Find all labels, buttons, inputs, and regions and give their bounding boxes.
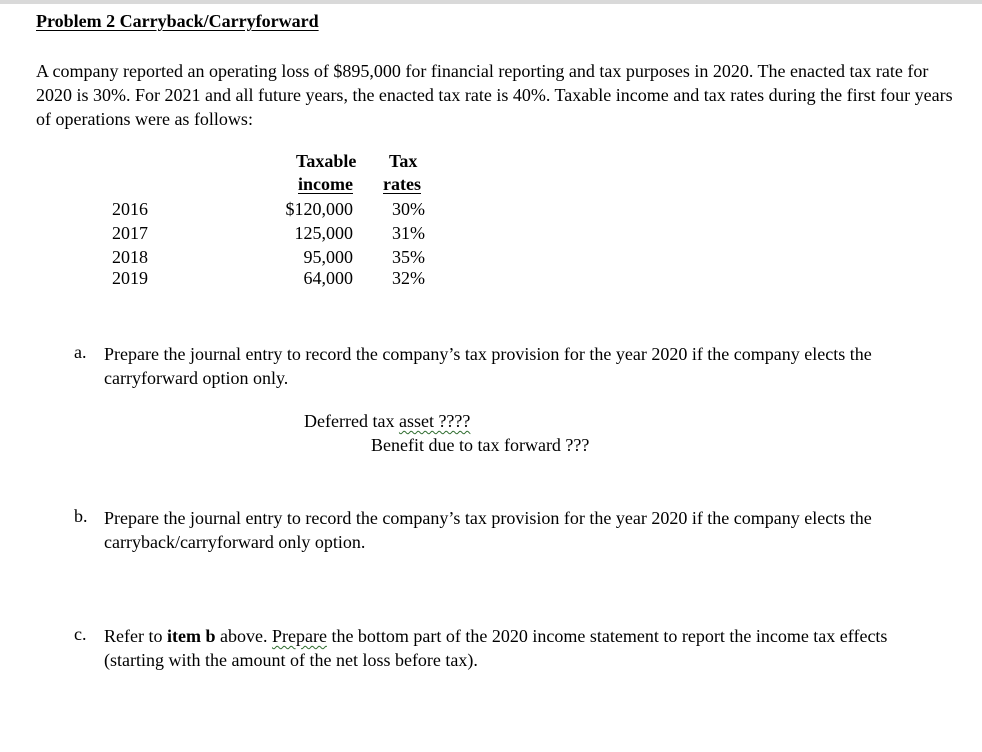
- item-c-prepare: Prepare: [271, 626, 327, 646]
- problem-intro: A company reported an operating loss of $895,000 for financial reporting and tax purposes in 2020. The enacted tax rate for 2020 is 30%. For 2021 and all future years, the enacted tax rate is 40%. Taxable income and tax rates during the first four years of operations were as follows:: [36, 61, 953, 129]
- table-row-rate: 35%: [392, 247, 425, 267]
- item-c-mid: above.: [215, 626, 272, 646]
- table-row-income: 95,000: [303, 247, 353, 267]
- table-row-rate: 30%: [392, 199, 425, 219]
- item-b-text: Prepare the journal entry to record the company’s tax provision for the year 2020 if the company elects the carryback/carryforward only option.: [104, 508, 872, 552]
- table-row-year: 2018: [112, 247, 148, 267]
- table-row-income: 64,000: [303, 268, 353, 288]
- header-rates: rates: [383, 174, 421, 194]
- header-taxable: Taxable: [296, 151, 357, 171]
- table-row-rate: 32%: [392, 268, 425, 288]
- item-c-text: [104, 624, 944, 672]
- item-c-letter: c.: [74, 624, 87, 644]
- top-border: [0, 0, 982, 4]
- journal-entry-credit: Benefit due to tax forward ???: [371, 435, 590, 455]
- debit-label: Deferred tax: [304, 411, 399, 431]
- table-row-year: 2016: [112, 199, 148, 219]
- header-income: income: [298, 174, 353, 194]
- table-row-income: $120,000: [285, 199, 353, 219]
- journal-entry-debit: [304, 411, 470, 432]
- item-c-bold: item b: [166, 626, 216, 646]
- item-a-letter: a.: [74, 342, 87, 362]
- item-b-letter: b.: [74, 506, 88, 526]
- problem-title: Problem 2 Carryback/Carryforward: [36, 11, 319, 31]
- table-row-year: 2017: [112, 223, 148, 243]
- table-row-rate: 31%: [392, 223, 425, 243]
- table-row-year: 2019: [112, 268, 148, 288]
- item-c-prefix: Refer to: [104, 626, 167, 646]
- debit-asset-text: asset ????: [398, 411, 471, 431]
- item-c-suffix: the bottom part of the 2020 income statement to report the income tax effects (starting with the amount of the net loss before tax).: [104, 626, 888, 670]
- item-a-text: Prepare the journal entry to record the company’s tax provision for the year 2020 if the company elects the carryforward option only.: [104, 344, 872, 388]
- header-tax: Tax: [389, 151, 418, 171]
- table-row-income: 125,000: [294, 223, 353, 243]
